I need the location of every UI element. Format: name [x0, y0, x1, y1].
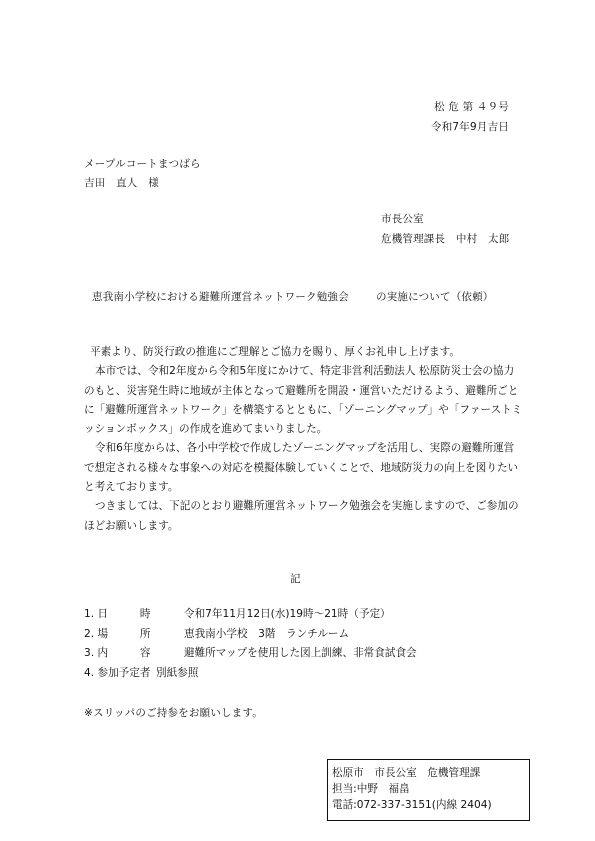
slipper-note: ※スリッパのご持参をお願いします。 — [84, 707, 263, 719]
body-paragraph-3: 令和6年度からは、各小中学校で作成したゾーニングマップを活用し、実際の避難所運営で想定される様々な事象への対応を模擬体験していくことで、地域防災力の向上を図りたいと考えております。 — [84, 442, 519, 494]
sender-title-name: 危機管理課長 中村 太郎 — [381, 233, 510, 245]
detail-row-content — [84, 644, 417, 664]
contact-phone: 電話:072-337-3151(内線 2404) — [332, 799, 492, 811]
detail-row-participants — [84, 664, 417, 684]
detail-value: 令和7年11月12日(水)19時～21時（予定） — [184, 608, 391, 620]
sender-dept: 市長公室 — [381, 213, 424, 225]
contact-box — [327, 759, 530, 821]
detail-label: 3. 内 容 — [84, 647, 151, 660]
detail-label: 1. 日 時 — [84, 608, 151, 620]
body-paragraph-1: 平素より、防災行政の推進にご理解とご協力を賜り、厚くお礼申し上げます。 — [90, 346, 460, 358]
detail-value: 避難所マップを使用した図上訓練、非常食試食会 — [184, 647, 417, 660]
detail-value: 恵我南小学校 3階 ランチルーム — [184, 627, 350, 640]
detail-value: 別紙参照 — [156, 666, 199, 679]
recipient-org: メープルコートまつばら — [84, 158, 201, 170]
contact-person: 担当:中野 福畠 — [332, 783, 410, 795]
detail-row-datetime — [84, 605, 417, 625]
issue-date: 令和7年9月吉日 — [431, 121, 509, 133]
detail-label: 4. 参加予定者 — [84, 666, 151, 679]
detail-label: 2. 場 所 — [84, 627, 151, 640]
subject-suffix: の実施について（依頼） — [376, 291, 494, 303]
details-list — [84, 605, 417, 683]
doc-number: 松 危 第 ４９号 — [434, 101, 509, 113]
subject-event: 恵我南小学校における避難所運営ネットワーク勉強会 — [92, 291, 349, 303]
body-paragraph-4: つきましては、下記のとおり避難所運営ネットワーク勉強会を実施しますので、ご参加のほどお願いします。 — [84, 500, 519, 532]
ki-heading: 記 — [290, 573, 301, 585]
body-paragraph-2: 本市では、令和2年度から令和5年度にかけて、特定非営利活動法人 松原防災士会の協力のもと、災害発生時に地域が主体となって避難所を開設・運営いただけるよう、避難所ごとに「避難所運営ネットワーク」を構築するとともに、「ゾーニングマップ」や「ファーストミッションボックス」の作成を進めてまいりました。 — [84, 365, 523, 436]
recipient-name: 吉田 直人 様 — [84, 177, 159, 189]
contact-department: 松原市 市長公室 危機管理課 — [332, 767, 481, 779]
detail-row-place — [84, 625, 417, 645]
body-text — [84, 343, 524, 536]
